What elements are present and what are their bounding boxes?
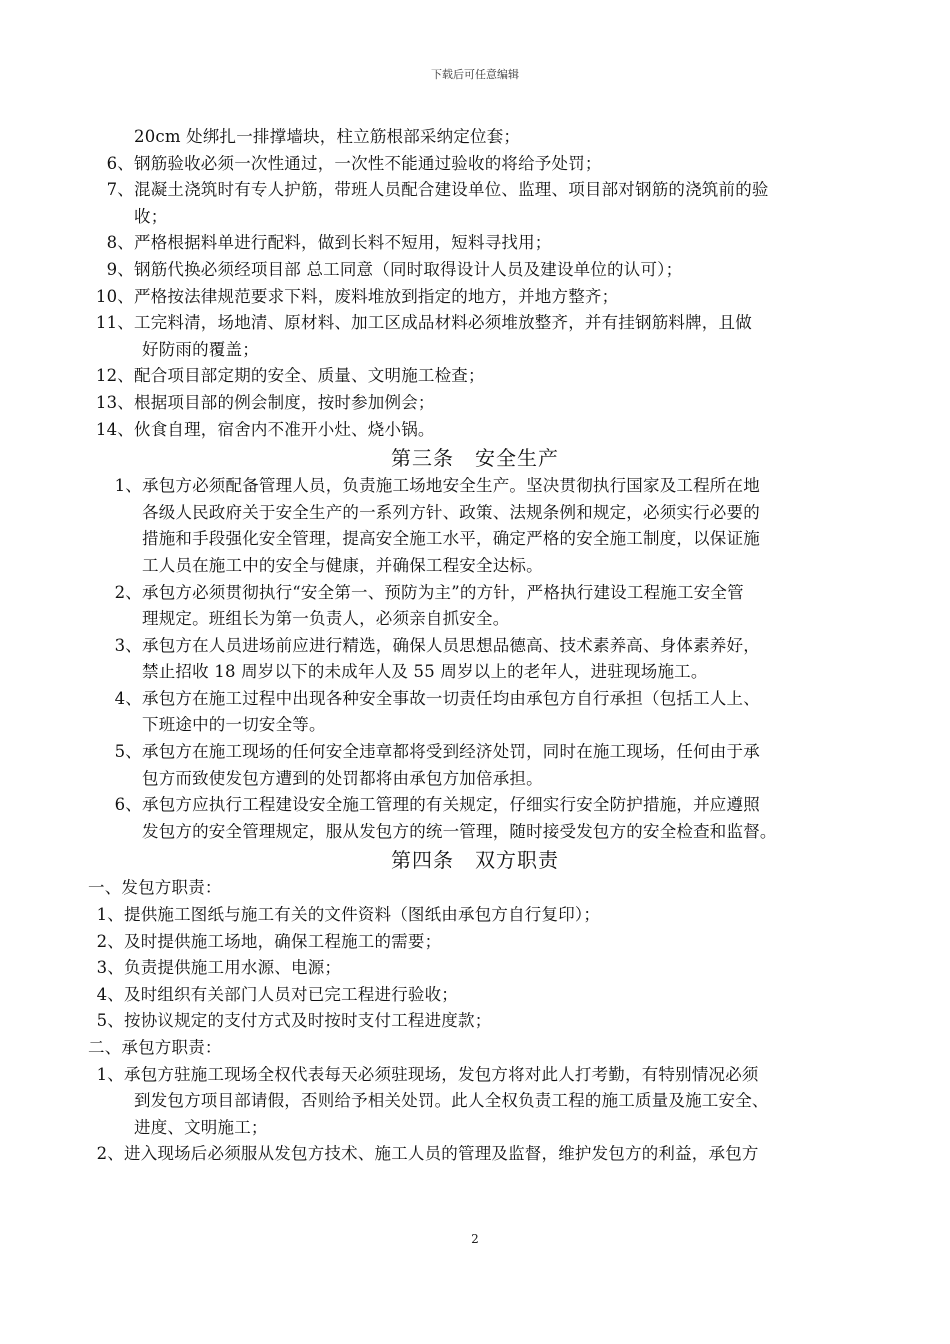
text-line-content: 发包方的安全管理规定，服从发包方的统一管理，随时接受发包方的安全检查和监督。	[142, 821, 777, 841]
text-line-content: 收；	[134, 206, 168, 226]
list-item	[0, 902, 950, 929]
list-item-text: 根据项目部的例会制度，按时参加例会；	[134, 392, 435, 412]
text-line	[0, 553, 950, 580]
list-item-text: 钢筋验收必须一次性通过，一次性不能通过验收的将给予处罚；	[134, 153, 602, 173]
list-item	[0, 633, 950, 660]
list-item-text: 混凝土浇筑时有专人护筋，带班人员配合建设单位、监理、项目部对钢筋的浇筑前的验	[134, 180, 769, 200]
list-item-number: 12、	[95, 366, 134, 386]
list-item-text: 配合项目部定期的安全、质量、文明施工检查；	[134, 366, 485, 386]
list-item-number: 9、	[106, 259, 134, 279]
text-line	[0, 337, 950, 364]
list-item-number: 2、	[96, 1144, 124, 1164]
text-line	[0, 606, 950, 633]
text-line-content: 措施和手段强化安全管理，提高安全施工水平，确定严格的安全施工制度，以保证施	[142, 529, 760, 549]
list-item-number: 2、	[96, 931, 124, 951]
text-line	[0, 124, 950, 151]
text-line-content: 下班途中的一切安全等。	[142, 715, 326, 735]
list-item	[0, 390, 950, 417]
text-line	[0, 1115, 950, 1142]
text-line	[0, 659, 950, 686]
list-item	[0, 230, 950, 257]
text-line-content: 好防雨的覆盖；	[142, 339, 259, 359]
text-line-content: 20cm 处绑扎一排撑墙块，柱立筋根部采纳定位套；	[134, 127, 521, 146]
list-item	[0, 257, 950, 284]
text-line-content: 工人员在施工中的安全与健康，并确保工程安全达标。	[142, 555, 543, 575]
text-line-content: 一、发包方职责：	[88, 878, 222, 898]
list-item-text: 及时提供施工场地，确保工程施工的需要；	[124, 931, 442, 951]
list-item	[0, 310, 950, 337]
text-line-content: 禁止招收 18 周岁以下的未成年人及 55 周岁以上的老年人，进驻现场施工。	[142, 662, 708, 682]
list-item	[0, 580, 950, 607]
list-item-number: 10、	[95, 286, 134, 306]
list-item-text: 承包方在施工现场的任何安全违章都将受到经济处罚，同时在施工现场，任何由于承	[142, 742, 760, 762]
list-item	[0, 739, 950, 766]
text-line-content: 二、承包方职责：	[88, 1038, 222, 1057]
list-item-text: 承包方应执行工程建设安全施工管理的有关规定，仔细实行安全防护措施，并应遵照	[142, 795, 760, 815]
list-item-number: 11、	[95, 313, 134, 333]
list-item-text: 按协议规定的支付方式及时按时支付工程进度款；	[124, 1011, 492, 1031]
list-item-number: 2、	[114, 582, 142, 602]
list-item	[0, 284, 950, 311]
list-item-text: 钢筋代换必须经项目部 总工同意（同时取得设计人员及建设单位的认可）；	[134, 259, 683, 279]
text-line	[0, 1088, 950, 1115]
list-item-number: 8、	[106, 233, 134, 253]
section-heading: 第四条 双方职责	[391, 848, 559, 873]
list-item-text: 及时组织有关部门人员对已完工程进行验收；	[124, 984, 458, 1004]
text-line-content: 理规定。班组长为第一负责人，必须亲自抓安全。	[142, 609, 510, 629]
list-item-text: 承包方在施工过程中出现各种安全事故一切责任均由承包方自行承担（包括工人上、	[142, 688, 760, 708]
list-item	[0, 982, 950, 1009]
text-line	[0, 819, 950, 846]
list-item-number: 1、	[114, 476, 142, 496]
list-item	[0, 686, 950, 713]
list-item	[0, 417, 950, 444]
text-line-content: 到发包方项目部请假，否则给予相关处罚。此人全权负责工程的施工质量及施工安全、	[134, 1091, 769, 1111]
list-item-text: 严格按法律规范要求下料，废料堆放到指定的地方，并地方整齐；	[134, 286, 619, 306]
list-item-text: 负责提供施工用水源、电源；	[124, 958, 342, 978]
list-item	[0, 151, 950, 178]
text-line	[0, 500, 950, 527]
text-line	[0, 875, 950, 902]
list-item-number: 13、	[95, 392, 134, 412]
section-heading: 第三条 安全生产	[391, 446, 559, 471]
list-item	[0, 363, 950, 390]
list-item-number: 4、	[114, 688, 142, 708]
page-number: 2	[471, 1232, 479, 1246]
list-item-number: 3、	[114, 635, 142, 655]
text-line	[0, 766, 950, 793]
list-item-number: 1、	[96, 1064, 124, 1084]
list-item-number: 3、	[96, 958, 124, 978]
list-item-number: 6、	[106, 153, 134, 173]
list-item	[0, 955, 950, 982]
list-item-number: 7、	[106, 180, 134, 200]
list-item-text: 工完料清，场地清、原材料、加工区成品材料必须堆放整齐，并有挂钢筋料牌，且做	[134, 313, 752, 333]
list-item	[0, 473, 950, 500]
text-line	[0, 526, 950, 553]
list-item	[0, 1141, 950, 1168]
list-item-number: 5、	[114, 742, 142, 762]
list-item-number: 1、	[96, 905, 124, 925]
list-item-text: 承包方必须贯彻执行“安全第一、预防为主”的方针，严格执行建设工程施工安全管	[142, 582, 744, 602]
list-item	[0, 929, 950, 956]
list-item-text: 承包方在人员进场前应进行精选，确保人员思想品德高、技术素养高、身体素养好，	[142, 635, 760, 655]
document-body	[0, 124, 950, 1168]
list-item	[0, 1062, 950, 1089]
list-item-text: 承包方必须配备管理人员，负责施工场地安全生产。坚决贯彻执行国家及工程所在地	[142, 476, 760, 496]
text-line-content: 包方而致使发包方遭到的处罚都将由承包方加倍承担。	[142, 768, 543, 788]
text-line-content: 各级人民政府关于安全生产的一系列方针、政策、法规条例和规定，必须实行必要的	[142, 502, 760, 522]
list-item-text: 提供施工图纸与施工有关的文件资料（图纸由承包方自行复印）；	[124, 905, 601, 925]
text-line-content: 进度、文明施工；	[134, 1117, 268, 1137]
page-header: 下载后可任意编辑	[431, 68, 519, 81]
list-item-text: 严格根据料单进行配料，做到长料不短用，短料寻找用；	[134, 233, 552, 253]
text-line	[0, 1035, 950, 1062]
text-line	[0, 204, 950, 231]
list-item-text: 进入现场后必须服从发包方技术、施工人员的管理及监督，维护发包方的利益，承包方	[124, 1144, 759, 1164]
list-item-number: 4、	[96, 984, 124, 1004]
list-item	[0, 1008, 950, 1035]
list-item-number: 6、	[114, 795, 142, 815]
list-item	[0, 177, 950, 204]
list-item-text: 伙食自理，宿舍内不准开小灶、烧小锅。	[134, 419, 435, 439]
list-item-number: 5、	[96, 1011, 124, 1031]
list-item-text: 承包方驻施工现场全权代表每天必须驻现场，发包方将对此人打考勤，有特别情况必须	[124, 1064, 759, 1084]
list-item-number: 14、	[95, 419, 134, 439]
text-line	[0, 712, 950, 739]
list-item	[0, 792, 950, 819]
